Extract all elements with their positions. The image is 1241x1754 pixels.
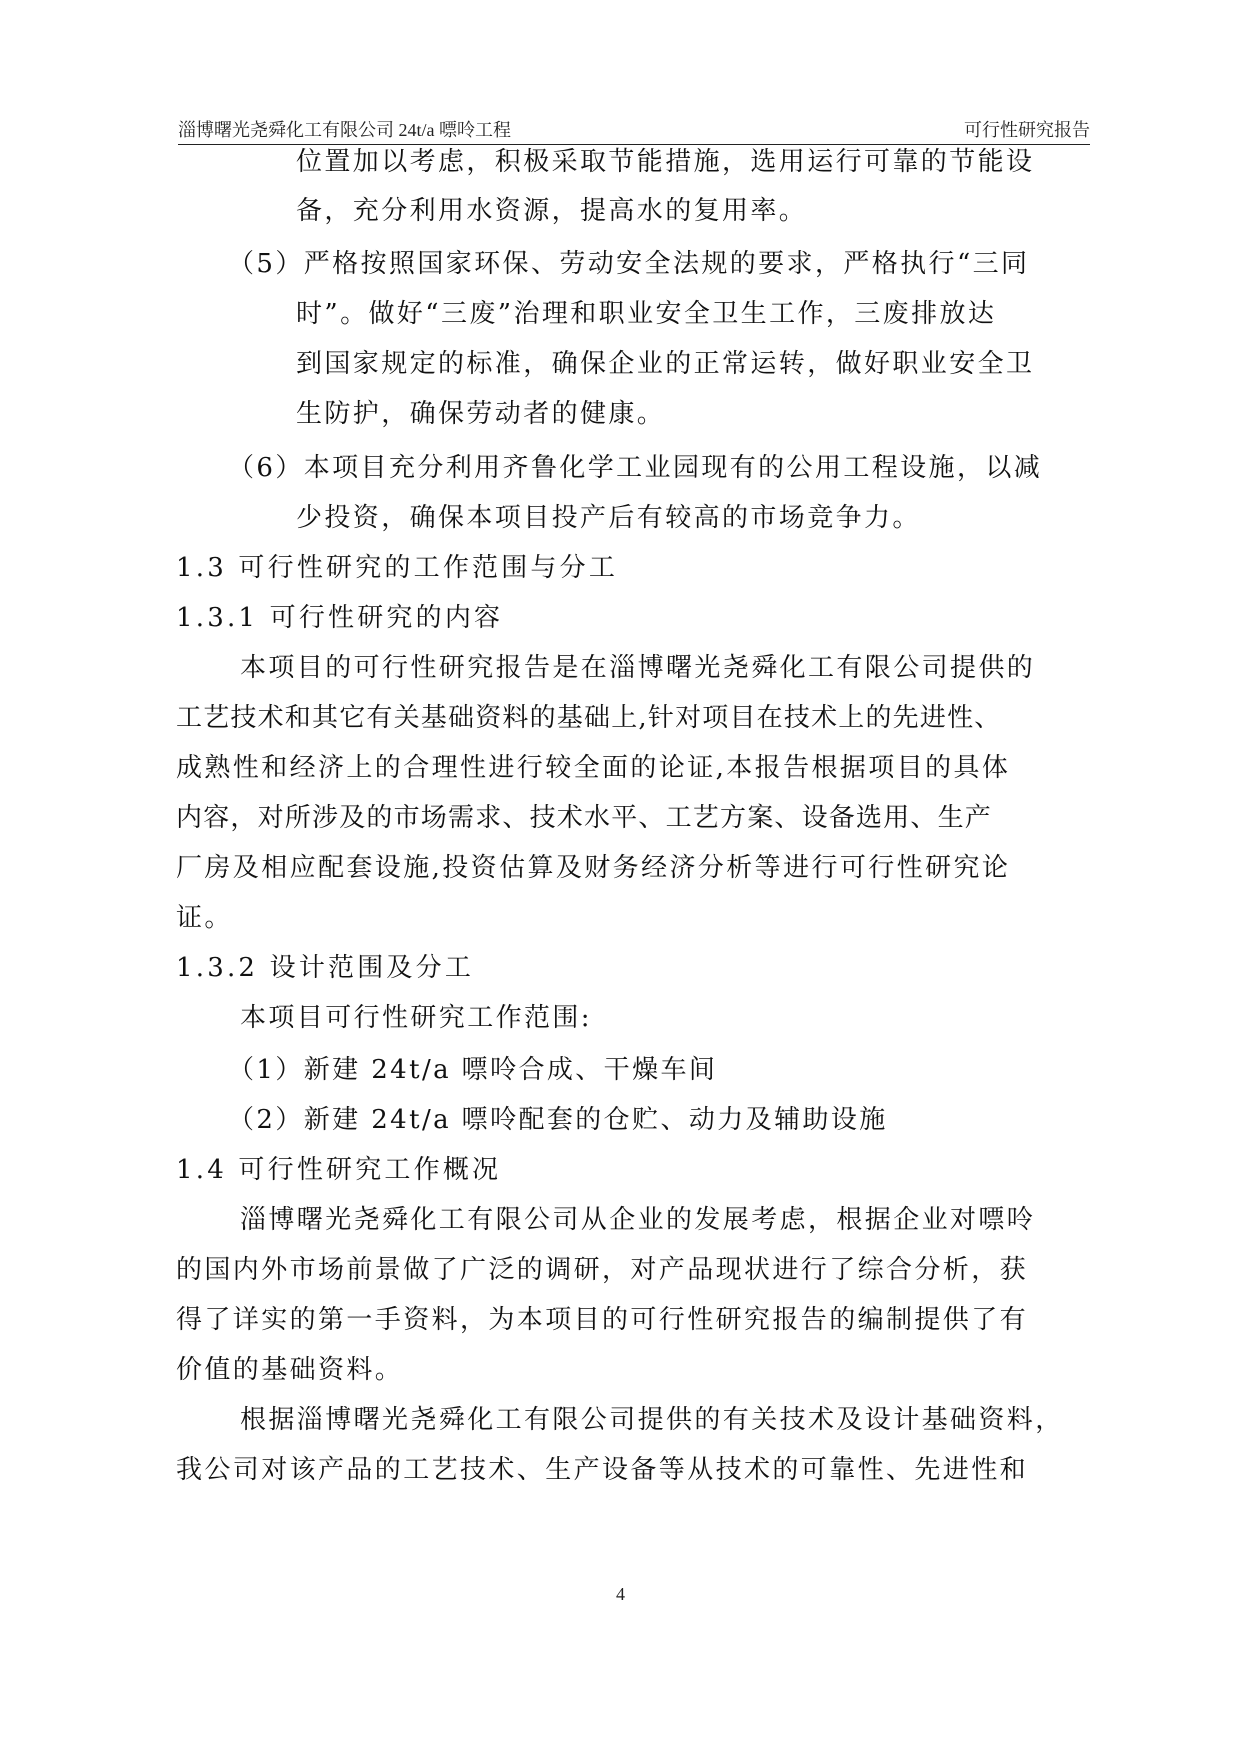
list-item-6: （6）本项目充分利用齐鲁化学工业园现有的公用工程设施，以减 — [228, 453, 1043, 483]
paragraph-line: 证。 — [176, 903, 233, 933]
section-heading-1-3: 1.3 可行性研究的工作范围与分工 — [176, 553, 619, 583]
paragraph-line: 的国内外市场前景做了广泛的调研，对产品现状进行了综合分析，获 — [176, 1255, 1029, 1285]
header-project-title: 淄博曙光尧舜化工有限公司 24t/a 嘌呤工程 — [178, 120, 511, 140]
page-header — [178, 116, 1090, 144]
text-line: 少投资，确保本项目投产后有较高的市场竞争力。 — [296, 503, 921, 533]
header-report-type: 可行性研究报告 — [964, 120, 1090, 140]
paragraph-line: 本项目的可行性研究报告是在淄博曙光尧舜化工有限公司提供的 — [240, 653, 1036, 683]
subsection-heading-1-3-2: 1.3.2 设计范围及分工 — [176, 953, 475, 983]
text-line: 生防护，确保劳动者的健康。 — [296, 399, 666, 429]
paragraph-line: 得了详实的第一手资料，为本项目的可行性研究报告的编制提供了有 — [176, 1305, 1029, 1335]
paragraph-line: 本项目可行性研究工作范围: — [240, 1003, 592, 1033]
paragraph-line: 工艺技术和其它有关基础资料的基础上,针对项目在技术上的先进性、 — [176, 703, 1002, 733]
list-item-1: （1）新建 24t/a 嘌呤合成、干燥车间 — [228, 1055, 718, 1085]
text-line: 到国家规定的标准，确保企业的正常运转，做好职业安全卫 — [296, 349, 1035, 379]
list-item-5: （5）严格按照国家环保、劳动安全法规的要求，严格执行“三同 — [228, 249, 1030, 279]
paragraph-line: 根据淄博曙光尧舜化工有限公司提供的有关技术及设计基础资料， — [240, 1405, 1064, 1435]
paragraph-line: 厂房及相应配套设施,投资估算及财务经济分析等进行可行性研究论 — [176, 853, 1011, 883]
paragraph-line: 内容，对所涉及的市场需求、技术水平、工艺方案、设备选用、生产 — [176, 803, 993, 833]
paragraph-line: 我公司对该产品的工艺技术、生产设备等从技术的可靠性、先进性和 — [176, 1455, 1029, 1485]
page-number: 4 — [616, 1584, 625, 1604]
subsection-heading-1-3-1: 1.3.1 可行性研究的内容 — [176, 603, 504, 633]
section-heading-1-4: 1.4 可行性研究工作概况 — [176, 1155, 502, 1185]
paragraph-line: 淄博曙光尧舜化工有限公司从企业的发展考虑，根据企业对嘌呤 — [240, 1205, 1036, 1235]
paragraph-line: 成熟性和经济上的合理性进行较全面的论证,本报告根据项目的具体 — [176, 753, 1011, 783]
text-line: 位置加以考虑，积极采取节能措施，选用运行可靠的节能设 — [296, 147, 1035, 177]
list-item-2: （2）新建 24t/a 嘌呤配套的仓贮、动力及辅助设施 — [228, 1105, 888, 1135]
text-line: 备，充分利用水资源，提高水的复用率。 — [296, 196, 808, 226]
paragraph-line: 价值的基础资料。 — [176, 1355, 404, 1385]
text-line: 时”。做好“三废”治理和职业安全卫生工作，三废排放达 — [296, 299, 997, 329]
